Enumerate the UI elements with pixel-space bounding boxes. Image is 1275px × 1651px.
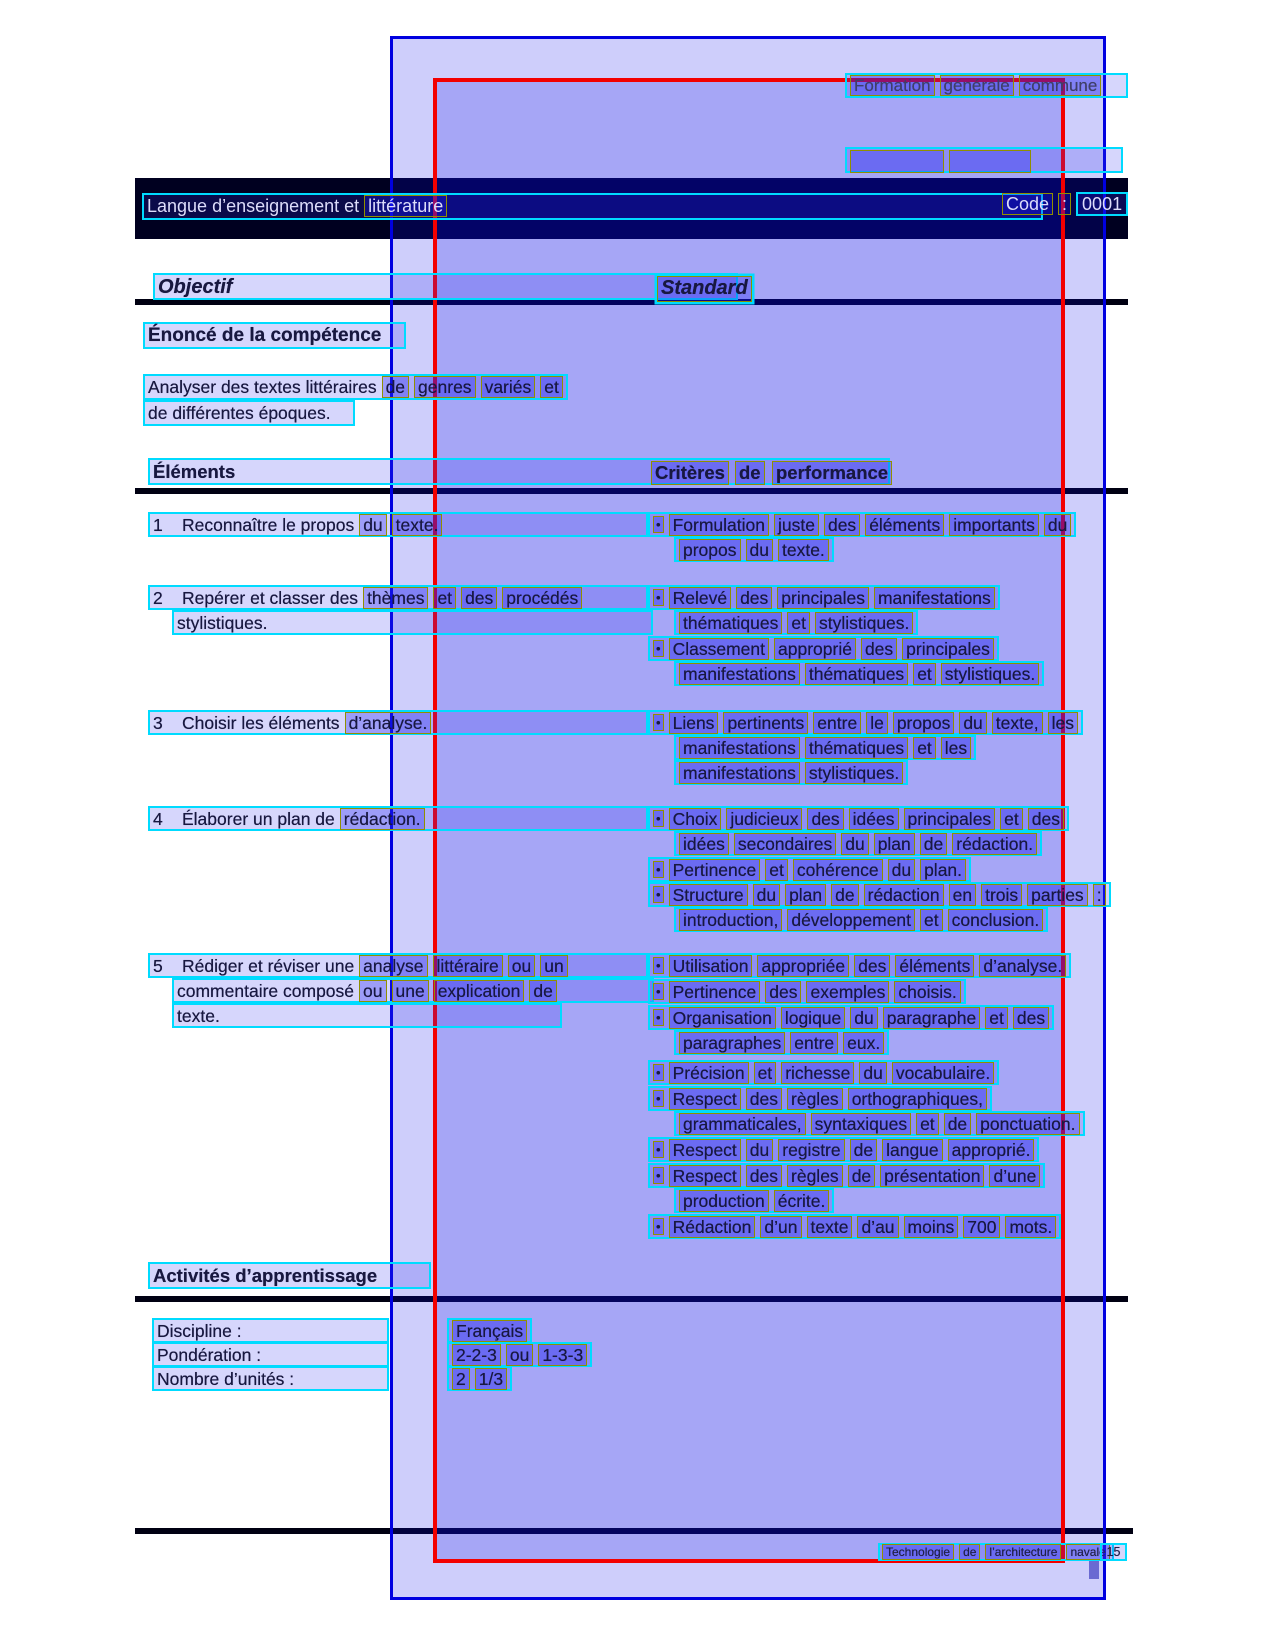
criteria-4-line-1-word: propos — [893, 712, 955, 734]
criteria-1-line-2-word: propos — [679, 539, 741, 561]
bar-code — [999, 193, 1131, 220]
criteria-7-line-2-word: introduction, — [679, 909, 782, 931]
objectif-standard-row-seg-0: Objectif — [158, 276, 233, 298]
element-2-line-1-seg-0: 2 — [153, 588, 163, 608]
criteria-9-word: choisis. — [894, 981, 960, 1003]
element-5-line-1-seg-5: un — [540, 955, 567, 977]
criteria-5-line-1-word: Choix — [669, 808, 722, 830]
criteria-12-line-2-word: syntaxiques — [811, 1113, 911, 1135]
criteria-4-line-1-word: du — [959, 712, 986, 734]
footer-text-seg-3: navale — [1066, 1544, 1109, 1560]
criteria-14-line-1-word: règles — [787, 1165, 843, 1187]
criteria-12-line-2-word: ponctuation. — [976, 1113, 1079, 1135]
bullet-icon: • — [653, 1218, 664, 1235]
criteria-4-line-2 — [674, 735, 976, 760]
rule-under-activites — [135, 1296, 1128, 1302]
criteria-15-word: Rédaction — [669, 1216, 756, 1238]
criteria-15-word: texte — [807, 1216, 853, 1238]
bar-title — [142, 193, 1043, 220]
discipline-label-seg-0: Discipline : — [157, 1321, 242, 1341]
criteria-7-line-1-word: trois — [981, 884, 1022, 906]
criteria-15 — [648, 1214, 1061, 1239]
criteria-12-line-2-word: de — [944, 1113, 971, 1135]
bullet-icon: • — [653, 516, 664, 533]
criteria-3-line-1-word: approprié — [774, 638, 856, 660]
element-5-line-1-seg-0: 5 — [153, 956, 163, 976]
activites-heading — [148, 1262, 431, 1289]
criteria-2-line-2-word: thématiques — [679, 612, 782, 634]
element-5-line-2-seg-4: de — [529, 980, 556, 1002]
formation-line-seg-2: commune — [1019, 75, 1102, 96]
criteria-5-line-1 — [648, 806, 1069, 831]
element-4-seg-2: rédaction. — [340, 808, 425, 830]
bar-title-seg-0: Langue d’enseignement et — [147, 196, 360, 216]
elements-criteres-row-seg-1: Critères — [651, 461, 729, 485]
criteria-10-line-1-word: paragraphe — [883, 1007, 981, 1029]
ponderation-value-seg-1: ou — [506, 1344, 533, 1366]
criteria-2-line-1-word: des — [736, 587, 772, 609]
footer-text — [878, 1543, 1114, 1561]
discipline-value-seg-0: Français — [452, 1320, 527, 1342]
criteria-14-line-2-word: production — [679, 1190, 769, 1212]
criteria-3-line-2 — [674, 661, 1044, 686]
element-2-line-1-seg-1: Repérer et classer des — [182, 588, 359, 608]
criteria-9-word: exemples — [806, 981, 889, 1003]
competence-line-1-seg-4: et — [540, 376, 563, 398]
bar-code-seg-0: Code — [1002, 193, 1053, 215]
element-1 — [148, 512, 648, 537]
bullet-icon: • — [653, 714, 664, 731]
criteria-7-line-1-word: plan — [785, 884, 826, 906]
bar-title-seg-1: littérature — [364, 195, 447, 217]
ponderation-label-seg-0: Pondération : — [157, 1345, 262, 1365]
criteria-9-word: Pertinence — [669, 981, 761, 1003]
empty-field-boxes — [845, 147, 1123, 173]
criteria-10-line-2-word: eux. — [843, 1032, 884, 1054]
ponderation-label — [152, 1342, 389, 1367]
criteria-7-line-1-word: Structure — [669, 884, 748, 906]
criteria-14-line-2-word: écrite. — [774, 1190, 830, 1212]
objectif-standard-row — [153, 273, 748, 300]
criteria-15-word: moins — [904, 1216, 959, 1238]
criteria-1-line-1-word: importants — [949, 514, 1039, 536]
rule-footer — [135, 1528, 1133, 1534]
competence-line-1-seg-2: genres — [414, 376, 476, 398]
criteria-6-word: plan. — [920, 859, 966, 881]
bar-code-seg-1: : — [1058, 193, 1071, 215]
empty-field-boxes-seg-0 — [850, 150, 944, 173]
element-2-line-1 — [148, 585, 648, 610]
activites-heading-seg-0: Activités d’apprentissage — [153, 1265, 378, 1286]
element-5-line-3-seg-0: texte. — [177, 1006, 220, 1026]
criteria-9 — [648, 979, 966, 1004]
element-5-line-2 — [172, 978, 654, 1003]
criteria-13 — [648, 1137, 1039, 1162]
criteria-12-line-1-word: règles — [787, 1088, 843, 1110]
ponderation-value-seg-0: 2-2-3 — [452, 1344, 501, 1366]
criteria-8 — [648, 953, 1071, 978]
criteria-3-line-2-word: stylistiques. — [941, 663, 1039, 685]
unites-label — [152, 1366, 389, 1391]
criteria-2-line-2 — [674, 610, 918, 635]
bullet-icon: • — [653, 1090, 664, 1107]
criteria-4-line-1-word: le — [866, 712, 888, 734]
criteria-5-line-2 — [674, 831, 1042, 856]
element-5-line-1-seg-1: Rédiger et réviser une — [182, 956, 355, 976]
criteria-1-line-1-word: des — [824, 514, 860, 536]
criteria-4-line-3-word: manifestations — [679, 762, 800, 784]
element-1-seg-3: texte. — [392, 514, 443, 536]
criteria-11-word: et — [754, 1062, 777, 1084]
element-4-seg-1: Élaborer un plan de — [182, 809, 335, 829]
criteria-4-line-1 — [648, 710, 1083, 735]
objectif-standard-row-seg-1: Standard — [657, 276, 752, 302]
elements-criteres-row-seg-2: de — [735, 461, 765, 485]
criteria-14-line-2 — [674, 1188, 834, 1213]
element-5-line-1 — [148, 953, 648, 978]
criteria-7-line-2-word: conclusion. — [948, 909, 1044, 931]
criteria-4-line-3-word: stylistiques. — [805, 762, 903, 784]
criteria-3-line-1 — [648, 636, 999, 661]
criteria-7-line-2 — [674, 907, 1048, 932]
criteria-12-line-1 — [648, 1086, 992, 1111]
criteria-4-line-2-word: et — [913, 737, 936, 759]
criteria-7-line-1-word: de — [831, 884, 858, 906]
element-5-line-1-seg-3: littéraire — [433, 955, 503, 977]
criteria-1-line-2 — [674, 537, 834, 562]
element-2-line-2 — [172, 610, 653, 635]
unites-label-seg-0: Nombre d’unités : — [157, 1369, 295, 1389]
criteria-15-word: d’un — [760, 1216, 801, 1238]
element-5-line-1-seg-4: ou — [508, 955, 535, 977]
bullet-icon: • — [653, 1141, 664, 1158]
footer-text-seg-0: Technologie — [882, 1544, 954, 1560]
criteria-13-word: du — [746, 1139, 773, 1161]
formation-line-seg-0: Formation — [850, 75, 935, 96]
ponderation-value-seg-2: 1-3-3 — [538, 1344, 587, 1366]
criteria-5-line-2-word: plan — [874, 833, 915, 855]
criteria-7-line-1 — [648, 882, 1111, 907]
criteria-4-line-2-word: manifestations — [679, 737, 800, 759]
criteria-3-line-1-word: Classement — [669, 638, 769, 660]
bullet-icon: • — [653, 640, 664, 657]
criteria-1-line-2-word: du — [746, 539, 773, 561]
criteria-6 — [648, 857, 971, 882]
empty-field-boxes-seg-1 — [949, 150, 1031, 173]
criteria-5-line-1-word: des — [1028, 808, 1064, 830]
criteria-5-line-1-word: idées — [849, 808, 899, 830]
criteria-9-word: des — [765, 981, 801, 1003]
criteria-8-word: d’analyse. — [979, 955, 1066, 977]
criteria-10-line-1-word: des — [1013, 1007, 1049, 1029]
criteria-4-line-1-word: les — [1048, 712, 1078, 734]
criteria-12-line-2 — [674, 1111, 1085, 1136]
criteria-1-line-1-word: Formulation — [669, 514, 769, 536]
footer-text-seg-2: l’architecture — [985, 1544, 1061, 1560]
criteria-2-line-1-word: Relevé — [669, 587, 731, 609]
criteria-1-line-1-word: du — [1044, 514, 1071, 536]
criteria-4-line-1-word: entre — [813, 712, 861, 734]
criteria-8-word: appropriée — [757, 955, 849, 977]
criteria-1-line-2-word: texte. — [778, 539, 829, 561]
criteria-14-line-1 — [648, 1163, 1045, 1188]
criteria-7-line-1-word: rédaction — [864, 884, 944, 906]
criteria-12-line-1-word: Respect — [669, 1088, 741, 1110]
criteria-8-word: éléments — [895, 955, 974, 977]
competence-line-1-seg-3: variés — [481, 376, 536, 398]
criteria-2-line-1-word: principales — [777, 587, 869, 609]
criteria-14-line-1-word: présentation — [880, 1165, 984, 1187]
element-2-line-1-seg-4: des — [461, 587, 497, 609]
element-2-line-1-seg-3: et — [433, 587, 456, 609]
criteria-10-line-1 — [648, 1005, 1054, 1030]
criteria-11-word: vocabulaire. — [892, 1062, 994, 1084]
element-1-seg-0: 1 — [153, 515, 163, 535]
element-5-line-3 — [172, 1003, 562, 1028]
criteria-7-line-1-word: : — [1093, 884, 1106, 906]
criteria-11-word: Précision — [669, 1062, 749, 1084]
element-4-seg-0: 4 — [153, 809, 163, 829]
criteria-7-line-2-word: développement — [787, 909, 915, 931]
criteria-11-word: du — [859, 1062, 886, 1084]
criteria-6-word: et — [765, 859, 788, 881]
criteria-10-line-1-word: logique — [781, 1007, 845, 1029]
competence-line-1 — [143, 374, 568, 400]
criteria-10-line-2-word: entre — [790, 1032, 838, 1054]
criteria-2-line-1 — [648, 585, 1000, 610]
criteria-1-line-1 — [648, 512, 1076, 537]
elements-criteres-row-seg-3: performance — [772, 461, 892, 485]
criteria-2-line-1-word: manifestations — [874, 587, 995, 609]
criteria-4-line-1-word: texte, — [992, 712, 1043, 734]
competence-line-1-seg-0: Analyser des textes littéraires — [148, 377, 377, 397]
criteria-13-word: registre — [778, 1139, 844, 1161]
criteria-15-word: d’au — [857, 1216, 898, 1238]
criteria-4-line-3 — [674, 760, 908, 785]
criteria-12-line-2-word: et — [916, 1113, 939, 1135]
bar-code-seg-2: 0001 — [1076, 192, 1128, 216]
criteria-3-line-2-word: et — [913, 663, 936, 685]
criteria-7-line-2-word: et — [920, 909, 943, 931]
criteria-15-word: 700 — [963, 1216, 1000, 1238]
element-4 — [148, 806, 648, 831]
discipline-label — [152, 1318, 389, 1343]
criteria-7-line-1-word: en — [949, 884, 976, 906]
ponderation-value — [447, 1342, 592, 1367]
element-5-line-2-seg-2: une — [392, 980, 429, 1002]
criteria-3-line-2-word: manifestations — [679, 663, 800, 685]
criteria-5-line-2-word: rédaction. — [952, 833, 1037, 855]
bullet-icon: • — [653, 1064, 664, 1081]
criteria-13-word: approprié. — [948, 1139, 1035, 1161]
criteria-5-line-1-word: des — [807, 808, 843, 830]
criteria-3-line-1-word: des — [861, 638, 897, 660]
element-3-seg-2: d’analyse. — [345, 712, 432, 734]
criteria-5-line-2-word: de — [920, 833, 947, 855]
criteria-10-line-2 — [674, 1030, 889, 1055]
element-5-line-1-seg-2: analyse — [359, 955, 427, 977]
criteria-13-word: Respect — [669, 1139, 741, 1161]
criteria-14-line-1-word: de — [848, 1165, 875, 1187]
bullet-icon: • — [653, 983, 664, 1000]
criteria-4-line-1-word: pertinents — [723, 712, 808, 734]
unites-value — [447, 1366, 512, 1391]
element-2-line-2-seg-0: stylistiques. — [177, 613, 268, 633]
criteria-11-word: richesse — [781, 1062, 854, 1084]
criteria-8-word: Utilisation — [669, 955, 753, 977]
criteria-5-line-2-word: idées — [679, 833, 729, 855]
unites-value-seg-1: 1/3 — [475, 1368, 507, 1390]
formation-line-seg-1: générale — [940, 75, 1014, 96]
criteria-3-line-1-word: principales — [902, 638, 994, 660]
element-5-line-2-seg-1: ou — [359, 980, 386, 1002]
criteria-14-line-1-word: Respect — [669, 1165, 741, 1187]
element-3 — [148, 710, 648, 735]
rule-under-elements — [135, 488, 1128, 494]
bullet-icon: • — [653, 957, 664, 974]
bullet-icon: • — [653, 1009, 664, 1026]
criteria-4-line-1-word: Liens — [669, 712, 719, 734]
enonce-heading-seg-0: Énoncé de la compétence — [148, 325, 382, 346]
competence-line-2-seg-0: de différentes époques. — [148, 403, 331, 423]
bullet-icon: • — [653, 1167, 664, 1184]
element-2-line-1-seg-2: thèmes — [363, 587, 428, 609]
unites-value-seg-0: 2 — [452, 1368, 470, 1390]
criteria-3-line-2-word: thématiques — [805, 663, 908, 685]
criteria-7-line-1-word: du — [753, 884, 780, 906]
criteria-15-word: mots. — [1005, 1216, 1056, 1238]
element-3-seg-0: 3 — [153, 713, 163, 733]
footer-page-number-seg-0: 15 — [1106, 1545, 1121, 1559]
criteria-10-line-1-word: et — [985, 1007, 1008, 1029]
criteria-13-word: de — [850, 1139, 877, 1161]
footer-page-number — [1100, 1543, 1127, 1561]
element-2-line-1-seg-5: procédés — [502, 587, 582, 609]
criteria-10-line-2-word: paragraphes — [679, 1032, 785, 1054]
small-corner-box — [1089, 1561, 1099, 1579]
elements-criteres-row — [148, 458, 890, 485]
criteria-10-line-1-word: Organisation — [669, 1007, 776, 1029]
criteria-6-word: du — [888, 859, 915, 881]
elements-criteres-row-seg-0: Éléments — [153, 461, 236, 482]
criteria-5-line-1-word: principales — [904, 808, 996, 830]
criteria-2-line-2-word: stylistiques. — [815, 612, 913, 634]
criteria-1-line-1-word: juste — [774, 514, 819, 536]
criteria-1-line-1-word: éléments — [865, 514, 944, 536]
criteria-2-line-2-word: et — [787, 612, 810, 634]
criteria-4-line-2-word: les — [941, 737, 971, 759]
element-1-seg-2: du — [359, 514, 386, 536]
criteria-12-line-1-word: orthographiques, — [848, 1088, 987, 1110]
criteria-14-line-1-word: des — [746, 1165, 782, 1187]
criteria-6-word: Pertinence — [669, 859, 761, 881]
criteria-5-line-1-word: et — [1000, 808, 1023, 830]
element-5-line-2-seg-3: explication — [434, 980, 525, 1002]
footer-text-seg-1: de — [959, 1544, 980, 1560]
criteria-5-line-2-word: secondaires — [734, 833, 836, 855]
criteria-13-word: langue — [882, 1139, 943, 1161]
element-1-seg-1: Reconnaître le propos — [182, 515, 355, 535]
criteria-8-word: des — [854, 955, 890, 977]
criteria-12-line-2-word: grammaticales, — [679, 1113, 806, 1135]
criteria-5-line-2-word: du — [841, 833, 868, 855]
element-3-seg-1: Choisir les éléments — [182, 713, 340, 733]
bullet-icon: • — [653, 810, 664, 827]
criteria-14-line-1-word: d’une — [989, 1165, 1040, 1187]
enonce-heading — [143, 322, 406, 349]
formation-line — [845, 73, 1128, 98]
criteria-11 — [648, 1060, 999, 1085]
criteria-10-line-1-word: du — [850, 1007, 877, 1029]
bullet-icon: • — [653, 861, 664, 878]
bullet-icon: • — [653, 589, 664, 606]
criteria-5-line-1-word: judicieux — [726, 808, 802, 830]
competence-line-1-seg-1: de — [382, 376, 409, 398]
criteria-7-line-1-word: parties — [1027, 884, 1088, 906]
criteria-12-line-1-word: des — [746, 1088, 782, 1110]
element-5-line-2-seg-0: commentaire composé — [177, 981, 355, 1001]
criteria-4-line-2-word: thématiques — [805, 737, 908, 759]
criteria-6-word: cohérence — [793, 859, 883, 881]
discipline-value — [447, 1318, 532, 1343]
bullet-icon: • — [653, 886, 664, 903]
competence-line-2 — [143, 400, 355, 426]
